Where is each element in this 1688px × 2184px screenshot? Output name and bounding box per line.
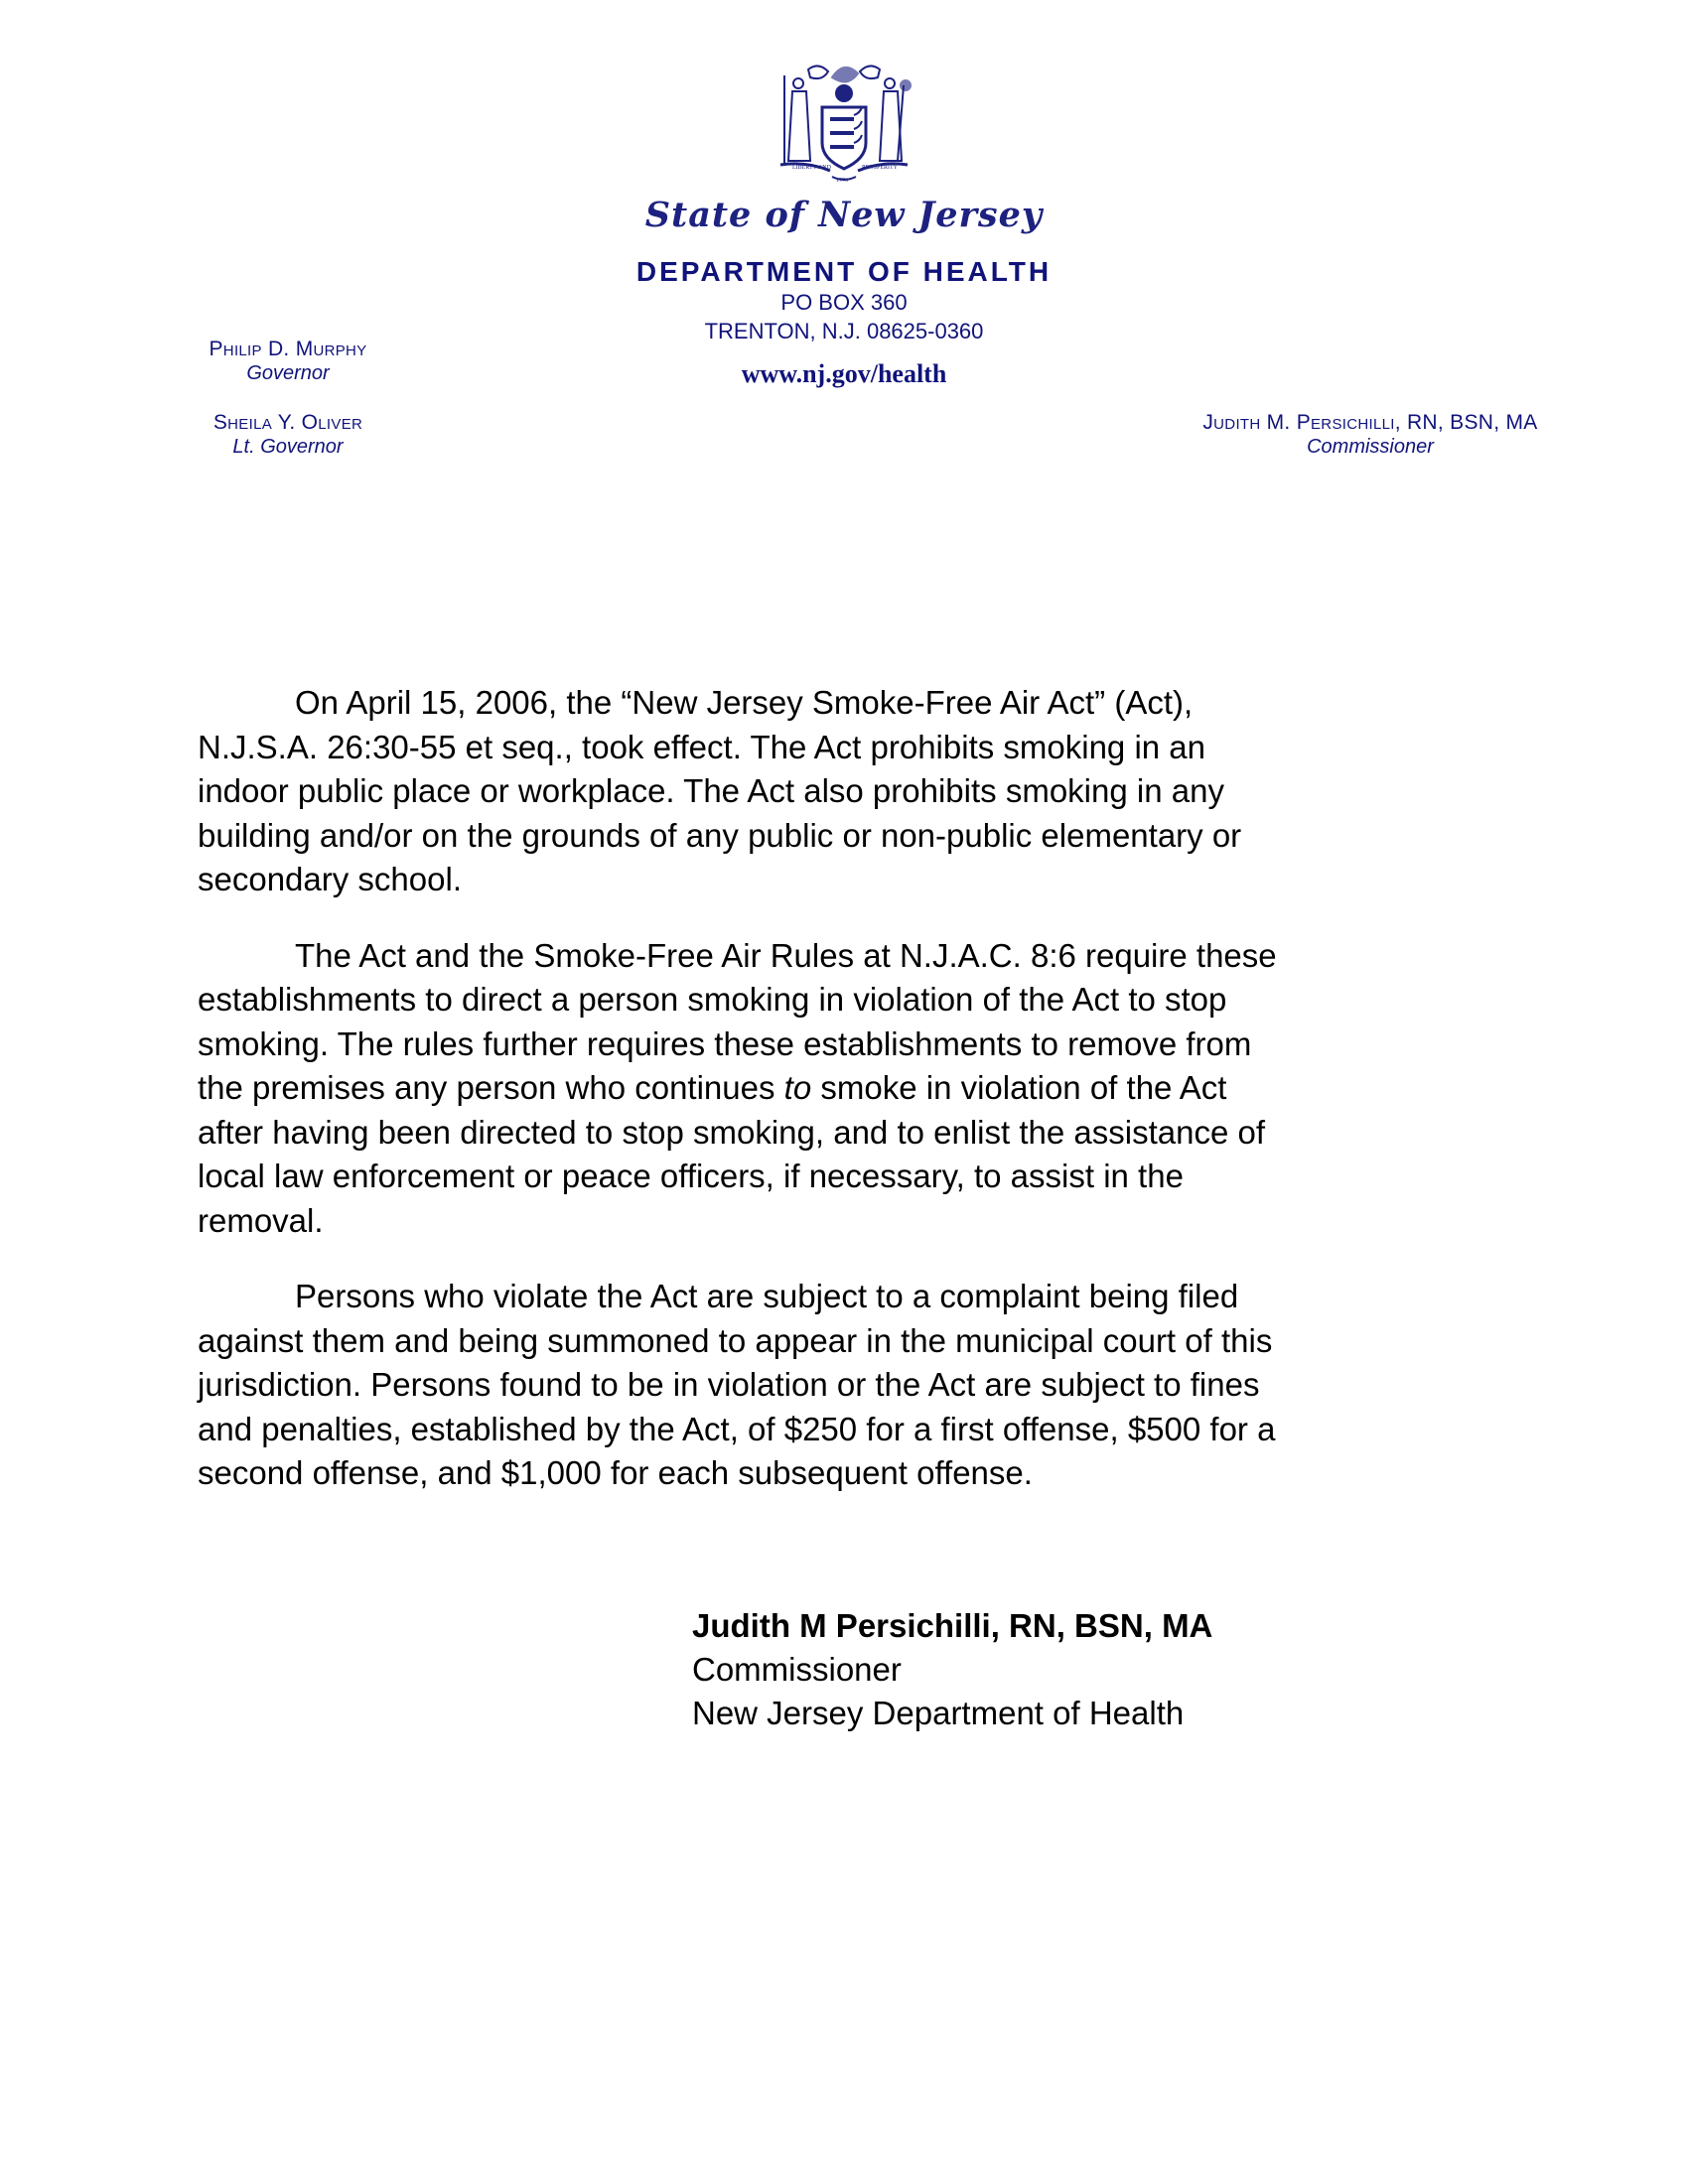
nj-state-seal-icon (773, 56, 915, 185)
text-run: smoke in violation of the Act (811, 1069, 1227, 1106)
seal-motto-left: LIBERTY AND (792, 165, 831, 171)
paragraph-line: secondary school. (198, 861, 462, 897)
website-link[interactable]: www.nj.gov/health (741, 359, 947, 388)
commissioner-name: Judith M. Persichilli, RN, BSN, MA (1202, 411, 1538, 434)
paragraph-line: The Act and the Smoke-Free Air Rules at N.J.A.C. 8:6 require these (295, 936, 1277, 974)
paragraph-line: and penalties, established by the Act, of $250 for a first offense, $500 for a (198, 1410, 1276, 1447)
state-title: State of New Jersey (644, 195, 1044, 235)
paragraph-3 (198, 1275, 1488, 1496)
lt-governor-block (169, 411, 407, 459)
italic-run: to (783, 1069, 812, 1106)
seal-motto-right: PROSPERITY (862, 165, 899, 171)
paragraph-line: local law enforcement or peace officers, if necessary, to assist in the (198, 1158, 1184, 1194)
paragraph-line: removal. (198, 1201, 324, 1239)
address-line-1: PO BOX 360 (780, 290, 908, 315)
signature-title: Commissioner (692, 1651, 902, 1688)
signature-organization: New Jersey Department of Health (692, 1695, 1185, 1731)
paragraph-line: indoor public place or workplace. The Act also prohibits smoking in any (198, 772, 1224, 809)
paragraph-line: jurisdiction. Persons found to be in violation or the Act are subject to fines (198, 1366, 1260, 1403)
paragraph-line (198, 1066, 1488, 1111)
commissioner-block (1142, 411, 1599, 459)
signature-block (692, 1604, 1212, 1735)
paragraph-line: after having been directed to stop smoking, and to enlist the assistance of (198, 1113, 1265, 1151)
lt-governor-name: Sheila Y. Oliver (212, 411, 363, 434)
seal-year: 1776 (836, 178, 848, 184)
commissioner-title: Commissioner (1307, 436, 1434, 458)
paragraph-line: building and/or on the grounds of any public or non-public elementary or (198, 816, 1242, 854)
address-line-2: TRENTON, N.J. 08625-0360 (704, 319, 984, 343)
paragraph-line: against them and being summoned to appear in the municipal court of this (198, 1321, 1273, 1359)
paragraph-line: On April 15, 2006, the “New Jersey Smoke-Free Air Act” (Act), (295, 684, 1194, 721)
governor-block (169, 338, 407, 385)
department-name: DEPARTMENT OF HEALTH (635, 256, 1053, 287)
lt-governor-title: Lt. Governor (232, 436, 344, 458)
paragraph-line: establishments to direct a person smoking in violation of the Act to stop (198, 981, 1227, 1018)
paragraph-line: smoking. The rules further requires these establishments to remove from (198, 1024, 1252, 1062)
paragraph-2 (198, 934, 1488, 1244)
governor-title: Governor (246, 362, 330, 384)
letter-body (198, 681, 1488, 1528)
signature-name: Judith M Persichilli, RN, BSN, MA (692, 1607, 1213, 1644)
paragraph-1 (198, 681, 1488, 902)
text-run: the premises any person who continues (198, 1069, 784, 1106)
paragraph-line: Persons who violate the Act are subject to a complaint being filed (295, 1278, 1239, 1314)
paragraph-line: second offense, and $1,000 for each subsequent offense. (198, 1454, 1033, 1491)
paragraph-line: N.J.S.A. 26:30-55 et seq., took effect. The Act prohibits smoking in an (198, 728, 1206, 765)
governor-name: Philip D. Murphy (209, 338, 367, 360)
